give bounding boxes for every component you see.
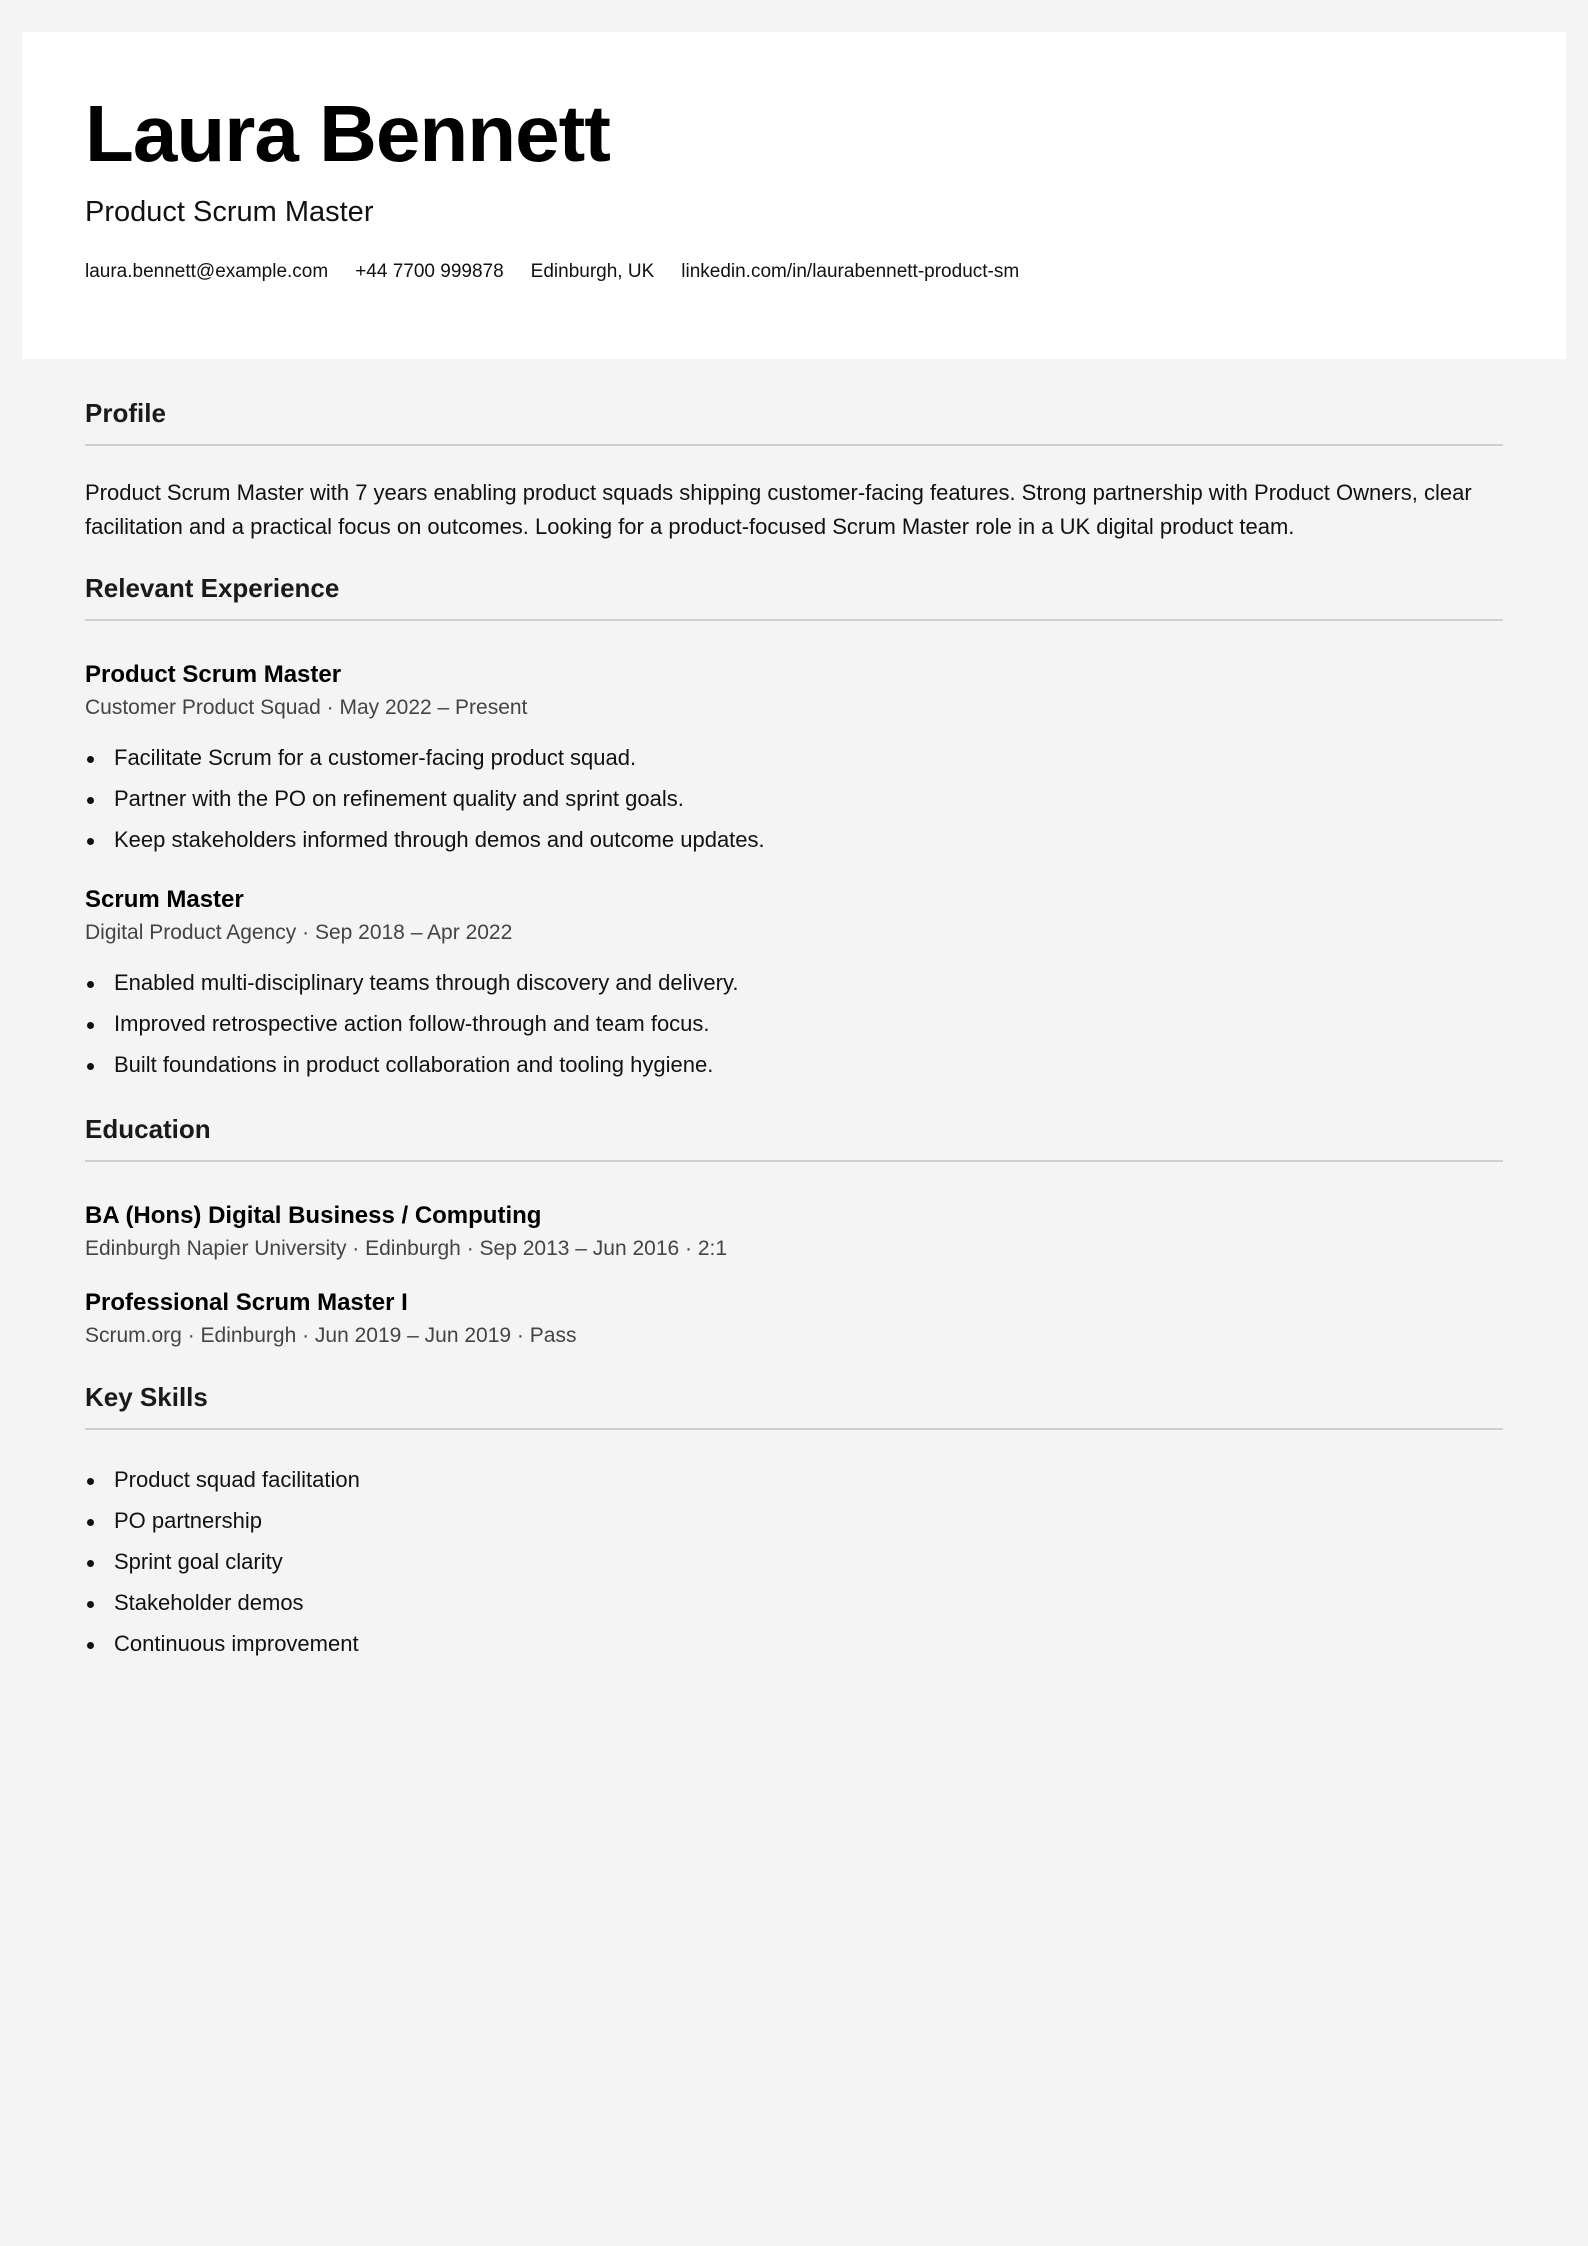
list-item: PO partnership bbox=[85, 1510, 1503, 1551]
list-item: Stakeholder demos bbox=[85, 1592, 1503, 1633]
job-title: Product Scrum Master bbox=[85, 661, 342, 688]
list-item: Enabled multi-disciplinary teams through discovery and delivery. bbox=[85, 972, 1503, 1013]
experience-section bbox=[85, 575, 1503, 1095]
candidate-name: Laura Bennett bbox=[85, 89, 610, 178]
list-item: Built foundations in product collaboration and tooling hygiene. bbox=[85, 1054, 1503, 1095]
job-bullets bbox=[85, 972, 1503, 1095]
education-meta: Edinburgh Napier University · Edinburgh · Sep 2013 – Jun 2016 · 2:1 bbox=[85, 1237, 728, 1260]
job-meta: Customer Product Squad · May 2022 – Present bbox=[85, 696, 528, 719]
list-item: Improved retrospective action follow-through and team focus. bbox=[85, 1013, 1503, 1054]
section-divider bbox=[85, 1428, 1503, 1430]
skills-list bbox=[85, 1469, 1503, 1674]
profile-section bbox=[85, 400, 1503, 544]
education-meta: Scrum.org · Edinburgh · Jun 2019 – Jun 2019 · Pass bbox=[85, 1324, 577, 1347]
resume-header bbox=[22, 32, 1566, 359]
section-title-experience: Relevant Experience bbox=[85, 573, 340, 603]
contact-info bbox=[85, 262, 1019, 281]
list-item: Facilitate Scrum for a customer-facing product squad. bbox=[85, 747, 1503, 788]
contact-location: Edinburgh, UK bbox=[530, 261, 655, 282]
section-title-profile: Profile bbox=[85, 398, 166, 428]
skills-section bbox=[85, 1384, 1503, 1674]
section-title-skills: Key Skills bbox=[85, 1382, 208, 1412]
list-item: Keep stakeholders informed through demos and outcome updates. bbox=[85, 829, 1503, 870]
list-item: Partner with the PO on refinement quality and sprint goals. bbox=[85, 788, 1503, 829]
job-entry bbox=[85, 888, 1503, 1095]
section-divider bbox=[85, 619, 1503, 621]
resume-body bbox=[85, 400, 1503, 1674]
section-divider bbox=[85, 444, 1503, 446]
education-title: Professional Scrum Master I bbox=[85, 1289, 408, 1316]
job-title: Scrum Master bbox=[85, 886, 244, 913]
candidate-role: Product Scrum Master bbox=[85, 196, 374, 228]
job-entry bbox=[85, 663, 1503, 870]
section-divider bbox=[85, 1160, 1503, 1162]
contact-email: laura.bennett@example.com bbox=[85, 261, 329, 282]
education-title: BA (Hons) Digital Business / Computing bbox=[85, 1202, 542, 1229]
contact-linkedin: linkedin.com/in/laurabennett-product-sm bbox=[681, 261, 1020, 282]
profile-summary: Product Scrum Master with 7 years enabling product squads shipping customer-facing features. Strong partnership with Product Owners, clear facilitation and a practical focus on outcomes. Looking for a product-focused Scrum Master role in a UK digital product team. bbox=[85, 480, 1472, 539]
education-entry bbox=[85, 1291, 1503, 1346]
list-item: Sprint goal clarity bbox=[85, 1551, 1503, 1592]
contact-phone: +44 7700 999878 bbox=[355, 261, 504, 282]
list-item: Continuous improvement bbox=[85, 1633, 1503, 1674]
education-entry bbox=[85, 1204, 1503, 1259]
education-section bbox=[85, 1116, 1503, 1346]
job-bullets bbox=[85, 747, 1503, 870]
job-meta: Digital Product Agency · Sep 2018 – Apr 2022 bbox=[85, 921, 513, 944]
list-item: Product squad facilitation bbox=[85, 1469, 1503, 1510]
section-title-education: Education bbox=[85, 1114, 211, 1144]
